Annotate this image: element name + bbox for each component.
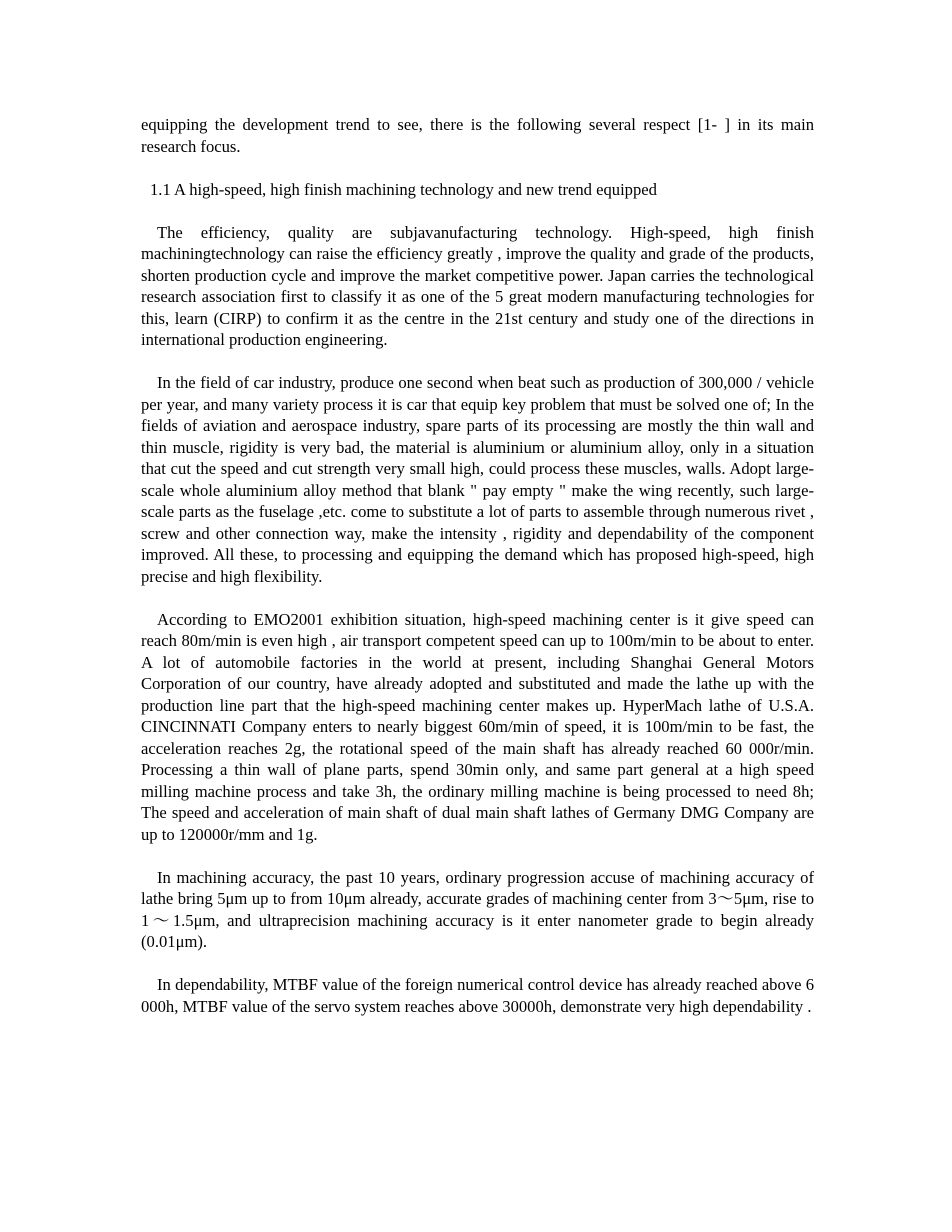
paragraph-machining-accuracy: In machining accuracy, the past 10 years, ordinary progression accuse of machining accuracy of lathe bring 5μm up to from 10μm already, accurate grades of machining center from 3～5μm, rise to 1～1.5μm, and ultraprecision machining accuracy is it enter nanometer grade to begin already (0.01μm). [141, 867, 814, 951]
section-heading: 1.1 A high-speed, high finish machining technology and new trend equipped [150, 179, 657, 199]
paragraph-car-industry: In the field of car industry, produce one second when beat such as production of 300,000 / vehicle per year, and many variety process it is car that equip key problem that must be solved one of; In the fields of aviation and aerospace industry, spare parts of its processing are mostly the thin wall and thin muscle, rigidity is very bad, the material is aluminium or aluminium alloy, only in a situation that cut the speed and cut strength very small high, could process these muscles, walls. Adopt large-scale whole aluminium alloy method that blank " pay empty " make the wing recently, such large-scale parts as the fuselage ,etc. come to substitute a lot of parts to assemble through numerous rivet , screw and other connection way, make the intensity , rigidity and dependability of the component improved. All these, to processing and equipping the demand which has proposed high-speed, high precise and high flexibility. [141, 373, 814, 586]
paragraph-efficiency: The efficiency, quality are subjavanufacturing technology. High-speed, high finish machiningtechnology can raise the efficiency greatly , improve the quality and grade of the products, shorten production cycle and improve the market competitive power. Japan carries the technological research association first to classify it as one of the 5 great modern manufacturing technologies for this, learn (CIRP) to confirm it as the centre in the 21st century and study one of the directions in international production engineering. [141, 222, 814, 349]
paragraph-dependability: In dependability, MTBF value of the foreign numerical control device has already reached above 6 000h, MTBF value of the servo system reaches above 30000h, demonstrate very high dependability . [141, 975, 814, 1016]
document-page [141, 114, 814, 1039]
intro-paragraph: equipping the development trend to see, there is the following several respect [1- ] in its main research focus. [141, 115, 814, 156]
paragraph-emo2001: According to EMO2001 exhibition situation, high-speed machining center is it give speed can reach 80m/min is even high , air transport competent speed can up to 100m/min to be about to enter. A lot of automobile factories in the world at present, including Shanghai General Motors Corporation of our country, have already adopted and substituted and made the lathe up with the production line part that the high-speed machining center makes up. HyperMach lathe of U.S.A. CINCINNATI Company enters to nearly biggest 60m/min of speed, it is 100m/min to be fast, the acceleration reaches 2g, the rotational speed of the main shaft has already reached 60 000r/min. Processing a thin wall of plane parts, spend 30min only, and same part general at a high speed milling machine process and take 3h, the ordinary milling machine is being processed to need 8h; The speed and acceleration of main shaft of dual main shaft lathes of Germany DMG Company are up to 120000r/mm and 1g. [141, 609, 814, 844]
